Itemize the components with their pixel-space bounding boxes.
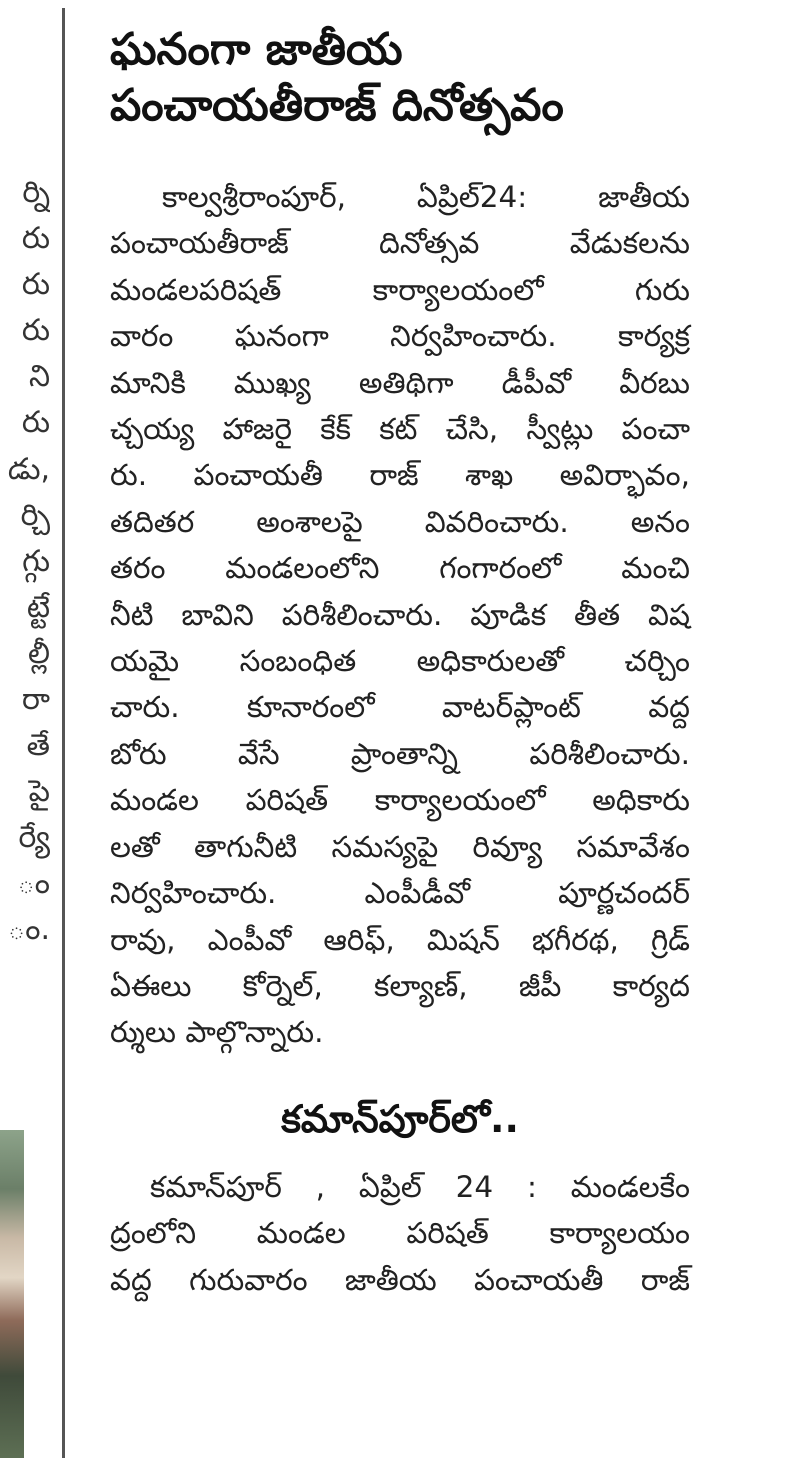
- column-divider: [62, 8, 65, 1458]
- left-line-ending: ని: [28, 359, 50, 394]
- paragraph-line: తదితర అంశాలపై వివరించారు. అనం: [110, 504, 690, 539]
- paragraph-line: నీటి బావిని పరిశీలించారు. పూడిక తీత విష: [110, 597, 690, 632]
- paragraph-line: లతో తాగునీటి సమస్యపై రివ్యూ సమావేశం: [110, 829, 690, 864]
- article-paragraph: [110, 174, 690, 1056]
- left-line-ending: పై: [28, 774, 50, 809]
- paragraph-line: మానికి ముఖ్య అతిథిగా డీపీవో వీరబు: [110, 365, 690, 400]
- paragraph-line: పంచాయతీరాజ్ దినోత్సవ వేడుకలను: [110, 226, 690, 261]
- left-line-ending: తే: [26, 728, 50, 763]
- adjacent-photo-fragment: [0, 1130, 24, 1458]
- left-line-ending: ర్యే: [18, 820, 50, 855]
- adjacent-column-fragment: [0, 0, 60, 1458]
- left-line-ending: ల్లీ: [28, 636, 50, 671]
- left-line-ending: ట్టే: [26, 590, 50, 625]
- left-line-ending: ం.: [7, 912, 50, 947]
- paragraph-line: ఏఈలు కోర్నెల్, కల్యాణ్, జీపీ కార్యద: [110, 968, 690, 1003]
- paragraph-line: చ్చయ్య హాజరై కేక్ కట్ చేసి, స్వీట్లు పంచా: [110, 412, 690, 447]
- left-line-ending: రు: [21, 405, 50, 440]
- left-line-ending: రా: [21, 682, 50, 717]
- paragraph-line: కమాన్‌పూర్ , ఏప్రిల్ 24 : మండలకేం: [150, 1169, 690, 1204]
- paragraph-line: ద్రంలోని మండల పరిషత్ కార్యాలయం: [110, 1216, 690, 1251]
- paragraph-line: వారం ఘనంగా నిర్వహించారు. కార్యక్ర: [110, 319, 690, 354]
- left-line-ending: ం: [17, 866, 50, 901]
- paragraph-line: కాల్వశ్రీరాంపూర్, ఏప్రిల్24: జాతీయ: [162, 180, 690, 214]
- left-line-ending: గ్గు: [22, 544, 50, 579]
- paragraph-line: నిర్వహించారు. ఎంపీడీవో పూర్ణచందర్: [110, 876, 690, 911]
- paragraph-line: చారు. కూనారంలో వాటర్‌ప్లాంట్ వద్ద: [110, 690, 690, 725]
- headline-line: పంచాయతీరాజ్ దినోత్సవం: [110, 80, 564, 131]
- paragraph-line: తరం మండలంలోని గంగారంలో మంచి: [110, 551, 690, 586]
- article-paragraph-2: [110, 1164, 690, 1303]
- paragraph-line: ర్శులు పాల్గొన్నారు.: [110, 1015, 324, 1050]
- paragraph-line: మండలపరిషత్ కార్యాలయంలో గురు: [110, 272, 690, 307]
- news-article: [110, 0, 690, 1303]
- paragraph-line: యమై సంబంధిత అధికారులతో చర్చిం: [110, 644, 690, 679]
- left-line-ending: డు,: [7, 452, 50, 487]
- article-subhead: కమాన్‌పూర్‌లో..: [281, 1096, 519, 1141]
- paragraph-line: వద్ద గురువారం జాతీయ పంచాయతీ రాజ్: [110, 1262, 690, 1297]
- left-line-ending: రు: [21, 313, 50, 348]
- left-line-ending: రు: [21, 267, 50, 302]
- left-line-ending: ర్ని: [22, 175, 50, 210]
- headline-line: ఘనంగా జాతీయ: [110, 24, 403, 75]
- left-line-ending: ర్చి: [20, 498, 50, 533]
- paragraph-line: బోరు వేసే ప్రాంతాన్ని పరిశీలించారు.: [110, 736, 690, 771]
- paragraph-line: రావు, ఎంపీవో ఆరిఫ్, మిషన్ భగీరథ, గ్రిడ్: [110, 922, 690, 957]
- paragraph-line: మండల పరిషత్ కార్యాలయంలో అధికారు: [110, 783, 690, 818]
- article-headline: [110, 22, 690, 134]
- paragraph-line: రు. పంచాయతీ రాజ్ శాఖ అవిర్భావం,: [110, 458, 690, 493]
- left-line-ending: రు: [21, 221, 50, 256]
